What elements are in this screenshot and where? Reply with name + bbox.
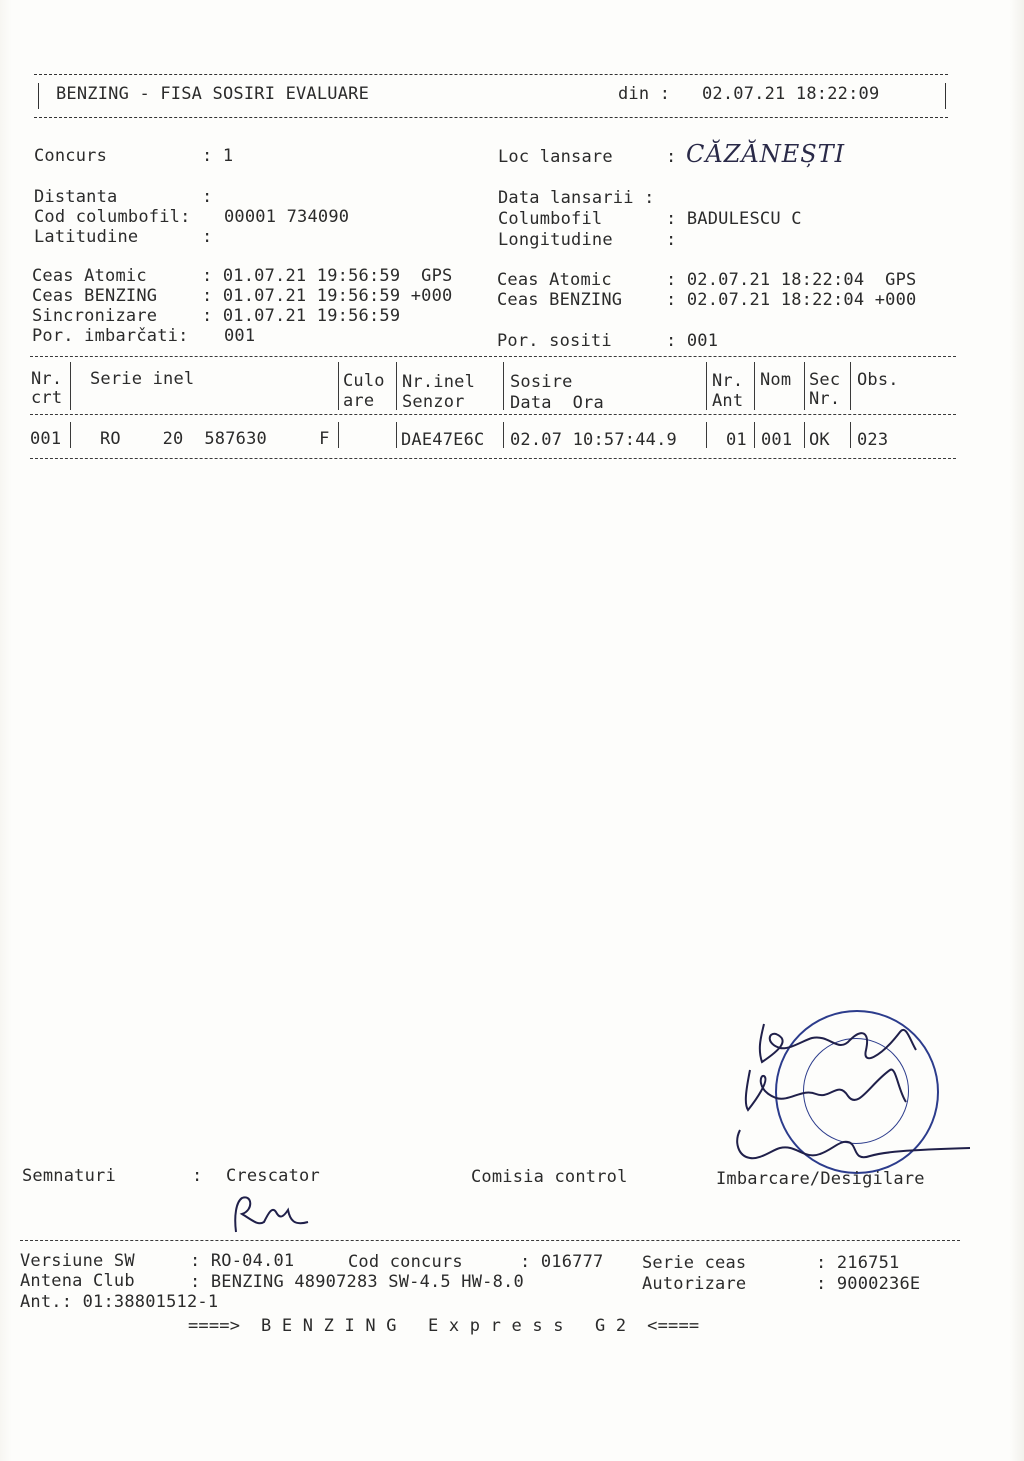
document-title: BENZING - FISA SOSIRI EVALUARE (56, 84, 370, 104)
data-lansarii-label: Data lansarii : (498, 188, 655, 208)
sositi-value: : 001 (666, 331, 719, 351)
col-divider (396, 362, 397, 410)
cod-columbofil-value: 00001 734090 (224, 207, 350, 227)
col-divider (804, 362, 805, 410)
crescator-signature (228, 1192, 318, 1240)
versiune-label: Versiune SW (20, 1251, 135, 1271)
loc-lansare-label: Loc lansare (498, 147, 613, 167)
th-nr-crt-1: Nr. (31, 369, 63, 389)
ceas-benzing-end-label: Ceas BENZING (497, 290, 623, 310)
col-divider (338, 422, 339, 448)
th-culoare-2: are (343, 391, 375, 411)
semnaturi-label: Semnaturi (22, 1166, 116, 1186)
serie-ceas-value: : 216751 (816, 1253, 900, 1273)
antena-value: : BENZING 48907283 SW-4.5 HW-8.0 (190, 1272, 524, 1292)
autorizare-value: : 9000236E (816, 1274, 921, 1294)
columbofil-value: : BADULESCU C (666, 209, 802, 229)
versiune-value: : RO-04.01 (190, 1251, 295, 1271)
th-sec-2: Nr. (809, 389, 841, 409)
latitudine-value: : (202, 227, 213, 247)
autorizare-label: Autorizare (642, 1274, 747, 1294)
cell-obs: 023 (857, 430, 889, 450)
concurs-label: Concurs (34, 146, 108, 166)
ceas-atomic-start-label: Ceas Atomic (32, 266, 147, 286)
th-culoare-1: Culo (343, 371, 385, 391)
semnaturi-colon: : (192, 1166, 203, 1186)
cell-nom: 001 (761, 430, 793, 450)
sositi-label: Por. sositi (497, 331, 612, 351)
col-divider (503, 422, 504, 448)
ceas-atomic-end-value: : 02.07.21 18:22:04 GPS (666, 270, 917, 290)
th-obs: Obs. (857, 370, 899, 390)
col-divider (754, 362, 755, 410)
footer-rule (20, 1240, 960, 1241)
ceas-atomic-start-value: : 01.07.21 19:56:59 GPS (202, 266, 453, 286)
table-header-rule (30, 414, 956, 415)
col-divider (338, 362, 339, 410)
ceas-atomic-end-label: Ceas Atomic (497, 270, 612, 290)
imbarcati-value: 001 (224, 326, 256, 346)
loc-lansare-colon: : (666, 147, 687, 167)
ant-line: Ant.: 01:38801512-1 (20, 1292, 219, 1312)
th-sec-1: Sec (809, 370, 841, 390)
th-serie-inel: Serie inel (90, 369, 195, 389)
sincronizare-value: : 01.07.21 19:56:59 (202, 306, 401, 326)
th-nr-crt-2: crt (31, 388, 63, 408)
date-value: 02.07.21 18:22:09 (702, 84, 880, 104)
cod-concurs-label: Cod concurs (348, 1252, 463, 1272)
col-divider (503, 362, 504, 410)
imbarcare-label: Imbarcare/Desigilare (716, 1169, 925, 1189)
latitudine-label: Latitudine (34, 227, 139, 247)
table-top-rule (30, 356, 956, 357)
cell-nr-crt: 001 (30, 429, 62, 449)
serie-ceas-label: Serie ceas (642, 1253, 747, 1273)
sincronizare-label: Sincronizare (32, 306, 158, 326)
col-divider (706, 422, 707, 448)
col-divider (706, 362, 707, 410)
distanta-label: Distanta (34, 187, 118, 207)
col-divider (70, 362, 71, 410)
th-nr-inel-1: Nr.inel (402, 372, 476, 392)
cell-sec: OK (809, 430, 830, 450)
benzing-banner: ====> B E N Z I N G E x p r e s s G 2 <==== (188, 1316, 700, 1336)
loc-lansare-handwritten: CĂZĂNEȘTI (686, 140, 846, 168)
th-sosire-1: Sosire (510, 372, 573, 392)
crescator-label: Crescator (226, 1166, 320, 1186)
comisia-control-label: Comisia control (471, 1167, 628, 1187)
longitudine-value: : (666, 230, 677, 250)
table-bottom-rule (30, 458, 956, 459)
concurs-value: : 1 (202, 146, 234, 166)
cell-sosire: 02.07 10:57:44.9 (510, 430, 677, 450)
th-nr-ant-2: Ant (712, 391, 744, 411)
col-divider (754, 422, 755, 448)
col-divider (396, 422, 397, 448)
cod-columbofil-label: Cod columbofil: (34, 207, 191, 227)
columbofil-label: Columbofil (498, 209, 603, 229)
th-nr-ant-1: Nr. (712, 371, 744, 391)
ceas-benzing-end-value: : 02.07.21 18:22:04 +000 (666, 290, 917, 310)
col-divider (850, 362, 851, 410)
th-nom: Nom (760, 370, 792, 390)
date-label: din : (618, 84, 671, 104)
cell-ant: 01 (726, 430, 747, 450)
longitudine-label: Longitudine (498, 230, 613, 250)
th-sosire-2: Data Ora (510, 393, 604, 413)
cell-senzor: DAE47E6C (401, 430, 485, 450)
signature-scribbles (720, 1010, 980, 1175)
distanta-value: : (202, 187, 213, 207)
ceas-benzing-start-value: : 01.07.21 19:56:59 +000 (202, 286, 453, 306)
col-divider (70, 422, 71, 448)
th-nr-inel-2: Senzor (402, 392, 465, 412)
cell-serie: RO 20 587630 F (100, 429, 330, 449)
imbarcati-label: Por. imbarčati: (32, 326, 189, 346)
col-divider (850, 422, 851, 448)
cod-concurs-value: : 016777 (520, 1252, 604, 1272)
antena-label: Antena Club (20, 1271, 135, 1291)
col-divider (804, 422, 805, 448)
ceas-benzing-start-label: Ceas BENZING (32, 286, 158, 306)
